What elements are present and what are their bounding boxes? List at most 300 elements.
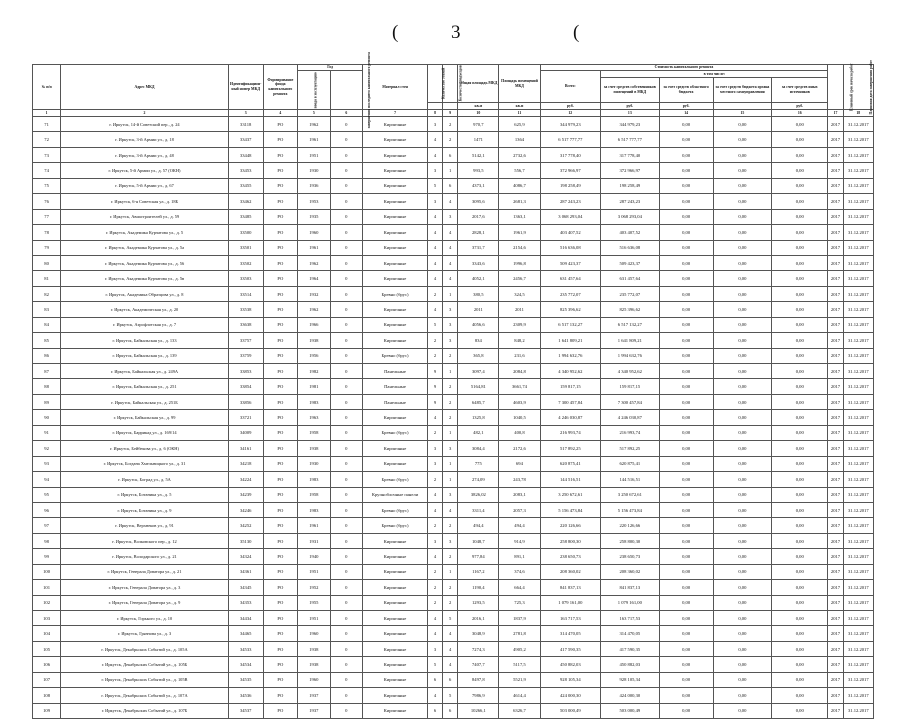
- table-cell: 6485,7: [458, 394, 499, 409]
- table-cell: 2154,6: [499, 240, 540, 255]
- table-cell: 0,00: [659, 178, 713, 193]
- table-cell: РО: [263, 225, 298, 240]
- table-cell: 4905,2: [499, 641, 540, 656]
- table-cell: 0,00: [713, 564, 771, 579]
- table-cell: г. Иркутск, Авиастроителей ул., д. 59: [61, 209, 229, 224]
- table-cell: 3048,9: [458, 626, 499, 641]
- table-cell: 1951: [298, 611, 330, 626]
- table-cell: 0,00: [659, 317, 713, 332]
- table-cell: 2017: [828, 549, 843, 564]
- table-cell: 2017: [828, 163, 843, 178]
- table-row: [33, 549, 874, 564]
- table-cell: 31.12.2017: [843, 178, 873, 193]
- table-cell: 841 837,13: [540, 580, 601, 595]
- table-cell: 95: [33, 487, 61, 502]
- table-cell: Кирпичные: [363, 580, 428, 595]
- table-cell: 6326,7: [499, 703, 540, 718]
- table-cell: 0,00: [713, 317, 771, 332]
- table-cell: 0,00: [772, 580, 828, 595]
- table-row: [33, 302, 874, 317]
- table-cell: 33503: [228, 271, 263, 286]
- table-cell: 102: [33, 595, 61, 610]
- table-cell: 0,00: [659, 487, 713, 502]
- table-cell: РО: [263, 549, 298, 564]
- table-cell: 620 875,41: [601, 456, 659, 471]
- unit-entrances: [443, 103, 458, 110]
- table-cell: 0: [330, 410, 362, 425]
- table-cell: 372 966,97: [540, 163, 601, 178]
- table-cell: 324,5: [499, 286, 540, 301]
- table-cell: 0,00: [713, 394, 771, 409]
- table-cell: 2017: [828, 240, 843, 255]
- table-cell: 1048,7: [458, 533, 499, 548]
- table-cell: 1961: [298, 132, 330, 147]
- column-number: 17: [828, 110, 843, 117]
- table-cell: 344 979,23: [540, 117, 601, 132]
- table-cell: 0,00: [713, 487, 771, 502]
- col-mkd-id: Идентификацион-ный номер МКД: [228, 65, 263, 110]
- table-cell: 1937: [298, 688, 330, 703]
- table-cell: 75: [33, 178, 61, 193]
- table-cell: РО: [263, 703, 298, 718]
- table-cell: 4: [427, 147, 442, 162]
- table-cell: 34161: [228, 441, 263, 456]
- table-cell: 0: [330, 518, 362, 533]
- table-cell: 31.12.2017: [843, 132, 873, 147]
- table-cell: г. Иркутск, Академика Образцова ул., д. 8: [61, 286, 229, 301]
- table-cell: 0,00: [713, 379, 771, 394]
- table-cell: 1: [443, 456, 458, 471]
- table-cell: Кирпичные: [363, 333, 428, 348]
- table-cell: 33502: [228, 255, 263, 270]
- table-cell: 970,7: [458, 117, 499, 132]
- table-cell: 31.12.2017: [843, 302, 873, 317]
- table-cell: Бревно (брус): [363, 472, 428, 487]
- table-row: [33, 502, 874, 517]
- table-cell: 10266,1: [458, 703, 499, 718]
- table-cell: 3 250 672,61: [601, 487, 659, 502]
- table-cell: 0,00: [713, 441, 771, 456]
- table-cell: 243,78: [499, 472, 540, 487]
- table-cell: 2: [443, 518, 458, 533]
- table-cell: 374,6: [499, 564, 540, 579]
- table-cell: 928 105,34: [601, 672, 659, 687]
- table-row: [33, 626, 874, 641]
- table-cell: 31.12.2017: [843, 379, 873, 394]
- table-cell: г. Иркутск, Богдана Хмельницкого ул., д. 31: [61, 456, 229, 471]
- table-cell: г. Иркутск, 3-й Армии ул., д. 18: [61, 132, 229, 147]
- table-cell: Кирпичные: [363, 255, 428, 270]
- table-cell: 31.12.2017: [843, 225, 873, 240]
- table-cell: 0,00: [659, 286, 713, 301]
- table-cell: 2017: [828, 626, 843, 641]
- table-row: [33, 425, 874, 440]
- table-cell: 85: [33, 333, 61, 348]
- table-cell: 2017: [828, 410, 843, 425]
- table-cell: 4: [427, 255, 442, 270]
- table-cell: 2: [427, 286, 442, 301]
- table-cell: 1960: [298, 225, 330, 240]
- table-cell: г. Иркутск, Байкальская ул., д. 99: [61, 410, 229, 425]
- table-cell: 31.12.2017: [843, 657, 873, 672]
- table-cell: 403 407,52: [601, 225, 659, 240]
- table-cell: 0,00: [659, 595, 713, 610]
- table-row: [33, 456, 874, 471]
- table-cell: 2309,9: [499, 317, 540, 332]
- col-address: Адрес МКД: [61, 65, 229, 110]
- table-cell: 0: [330, 271, 362, 286]
- table-cell: 0,00: [713, 641, 771, 656]
- table-cell: 0: [330, 333, 362, 348]
- table-cell: 34239: [228, 487, 263, 502]
- table-cell: 0,00: [659, 147, 713, 162]
- table-cell: 4 340 952,62: [540, 364, 601, 379]
- table-cell: РО: [263, 286, 298, 301]
- table-cell: 3097,4: [458, 364, 499, 379]
- table-cell: 0: [330, 487, 362, 502]
- table-row: [33, 364, 874, 379]
- table-cell: 2017: [828, 271, 843, 286]
- table-cell: 1961: [298, 518, 330, 533]
- table-cell: 235 772,07: [601, 286, 659, 301]
- table-cell: 33448: [228, 147, 263, 162]
- table-cell: 1: [443, 364, 458, 379]
- table-cell: 0,00: [659, 533, 713, 548]
- table-cell: 0,00: [713, 333, 771, 348]
- table-cell: 4: [443, 502, 458, 517]
- table-cell: 4: [443, 194, 458, 209]
- table-cell: 0,00: [772, 255, 828, 270]
- table-cell: 7 300 457,84: [540, 394, 601, 409]
- col-floors: Количество этажей: [427, 65, 442, 103]
- table-cell: 105: [33, 641, 61, 656]
- table-cell: 0,00: [772, 487, 828, 502]
- table-cell: 5: [427, 657, 442, 672]
- table-cell: г. Иркутск, 5-й Армии ул., д. 67: [61, 178, 229, 193]
- table-cell: 0: [330, 194, 362, 209]
- table-cell: 0,00: [713, 147, 771, 162]
- table-cell: Кирпичные: [363, 611, 428, 626]
- table-cell: 4: [427, 549, 442, 564]
- table-cell: РО: [263, 425, 298, 440]
- table-cell: 2017: [828, 688, 843, 703]
- table-cell: Кирпичные: [363, 163, 428, 178]
- col-other: за счет средств иных источников: [772, 78, 828, 103]
- table-cell: 509 423,37: [540, 255, 601, 270]
- table-cell: 4: [427, 225, 442, 240]
- table-cell: Кирпичные: [363, 456, 428, 471]
- table-cell: 3311,4: [458, 502, 499, 517]
- table-cell: 163 717,53: [540, 611, 601, 626]
- table-cell: 33853: [228, 364, 263, 379]
- table-cell: 33854: [228, 379, 263, 394]
- table-cell: 2: [443, 132, 458, 147]
- table-cell: РО: [263, 379, 298, 394]
- table-cell: 1964: [298, 271, 330, 286]
- table-cell: 31.12.2017: [843, 641, 873, 656]
- table-cell: 1958: [298, 425, 330, 440]
- table-cell: 258 800,30: [601, 533, 659, 548]
- table-cell: 2017: [828, 456, 843, 471]
- table-cell: 380,5: [458, 286, 499, 301]
- table-cell: 216 993,74: [601, 425, 659, 440]
- table-cell: РО: [263, 533, 298, 548]
- table-cell: 365,8: [458, 348, 499, 363]
- table-cell: 5 156 473,84: [601, 502, 659, 517]
- table-cell: 33500: [228, 225, 263, 240]
- table-cell: 4: [427, 626, 442, 641]
- table-cell: 87: [33, 364, 61, 379]
- table-cell: 1938: [298, 641, 330, 656]
- table-cell: 4: [427, 487, 442, 502]
- table-row: [33, 472, 874, 487]
- table-cell: 5: [443, 688, 458, 703]
- table-cell: РО: [263, 348, 298, 363]
- table-cell: 0: [330, 225, 362, 240]
- table-cell: 0: [330, 209, 362, 224]
- table-cell: 2017: [828, 441, 843, 456]
- table-cell: 1 994 632,76: [601, 348, 659, 363]
- table-cell: Кирпичные: [363, 595, 428, 610]
- table-cell: 450 882,03: [601, 657, 659, 672]
- table-cell: 0: [330, 117, 362, 132]
- table-cell: 0,00: [772, 132, 828, 147]
- page-number: [0, 22, 905, 48]
- table-cell: 1955: [298, 595, 330, 610]
- table-cell: 34345: [228, 580, 263, 595]
- table-cell: 5117,5: [499, 657, 540, 672]
- table-cell: Бревно (брус): [363, 425, 428, 440]
- table-cell: 34246: [228, 502, 263, 517]
- table-cell: 5142,1: [458, 147, 499, 162]
- table-cell: 31.12.2017: [843, 394, 873, 409]
- table-cell: Кирпичные: [363, 317, 428, 332]
- table-cell: 33638: [228, 317, 263, 332]
- table-cell: 3: [427, 641, 442, 656]
- table-cell: 33514: [228, 286, 263, 301]
- table-cell: 914,9: [499, 533, 540, 548]
- table-cell: 0: [330, 317, 362, 332]
- table-cell: 4: [443, 271, 458, 286]
- table-cell: г. Иркутск, Генерала Доватора ул., д. 9: [61, 595, 229, 610]
- column-number: 8: [427, 110, 442, 117]
- table-cell: 0,00: [659, 672, 713, 687]
- table-cell: 2: [443, 410, 458, 425]
- table-cell: 2017: [828, 333, 843, 348]
- table-row: [33, 657, 874, 672]
- table-cell: 2017: [828, 641, 843, 656]
- table-cell: 220 126,66: [540, 518, 601, 533]
- table-cell: 2017,6: [458, 209, 499, 224]
- table-cell: 993,5: [458, 163, 499, 178]
- table-cell: 0: [330, 502, 362, 517]
- table-cell: 0: [330, 595, 362, 610]
- table-cell: г. Иркутск, Байкальская ул., д. 251: [61, 379, 229, 394]
- table-cell: 31.12.2017: [843, 147, 873, 162]
- table-cell: 0,00: [772, 425, 828, 440]
- table-cell: 0,00: [772, 441, 828, 456]
- table-cell: 1837,9: [499, 611, 540, 626]
- table-cell: 0,00: [713, 240, 771, 255]
- table-cell: 2011: [499, 302, 540, 317]
- table-cell: РО: [263, 147, 298, 162]
- table-cell: 33538: [228, 302, 263, 317]
- table-cell: РО: [263, 672, 298, 687]
- table-cell: 0: [330, 255, 362, 270]
- table-cell: 3 068 293,04: [540, 209, 601, 224]
- table-row: [33, 117, 874, 132]
- table-row: [33, 441, 874, 456]
- table-cell: 494,4: [499, 518, 540, 533]
- table-cell: 2: [427, 595, 442, 610]
- table-cell: РО: [263, 564, 298, 579]
- table-cell: 33501: [228, 240, 263, 255]
- table-cell: 96: [33, 502, 61, 517]
- table-cell: 4 246 030,87: [540, 410, 601, 425]
- table-cell: г. Иркутск, Академика Курчатова ул., д. 5: [61, 225, 229, 240]
- table-cell: 34537: [228, 703, 263, 718]
- table-cell: 31.12.2017: [843, 580, 873, 595]
- table-cell: 34534: [228, 657, 263, 672]
- table-cell: 274,09: [458, 472, 499, 487]
- table-cell: 88: [33, 379, 61, 394]
- table-row: [33, 595, 874, 610]
- column-number: 12: [540, 110, 601, 117]
- table-cell: 81: [33, 271, 61, 286]
- table-cell: 0: [330, 657, 362, 672]
- table-cell: 0,00: [659, 456, 713, 471]
- table-cell: 0,00: [713, 271, 771, 286]
- col-start-year: Плановый срок начала работ: [828, 65, 843, 110]
- table-cell: РО: [263, 364, 298, 379]
- table-cell: 0,00: [772, 364, 828, 379]
- table-cell: 3: [443, 487, 458, 502]
- table-cell: 104: [33, 626, 61, 641]
- table-cell: 31.12.2017: [843, 564, 873, 579]
- table-cell: 33721: [228, 410, 263, 425]
- table-cell: 3095,6: [458, 194, 499, 209]
- table-cell: 0,00: [713, 178, 771, 193]
- table-cell: 314 470,05: [601, 626, 659, 641]
- unit-total-area: кв.м: [458, 103, 499, 110]
- table-cell: 7986,9: [458, 688, 499, 703]
- table-cell: 6: [443, 672, 458, 687]
- table-cell: 34434: [228, 611, 263, 626]
- table-cell: 0: [330, 364, 362, 379]
- table-cell: 6 517 132,27: [540, 317, 601, 332]
- table-cell: г. Иркутск, Декабрьских Событий ул., д. 107А: [61, 688, 229, 703]
- table-cell: 0: [330, 626, 362, 641]
- table-cell: 31.12.2017: [843, 595, 873, 610]
- table-cell: РО: [263, 487, 298, 502]
- table-cell: 834: [458, 333, 499, 348]
- table-cell: 2017: [828, 317, 843, 332]
- table-cell: 775: [458, 456, 499, 471]
- table-cell: Кирпичные: [363, 549, 428, 564]
- table-row: [33, 564, 874, 579]
- table-cell: г. Иркутск, Декабрьских Событий ул., д. 107Б: [61, 703, 229, 718]
- table-cell: 0: [330, 441, 362, 456]
- table-cell: Кирпичные: [363, 703, 428, 718]
- table-cell: г. Иркутск, Волковского пер., д. 12: [61, 533, 229, 548]
- unit-local: [713, 103, 771, 110]
- table-cell: г. Иркутск, Академика Курчатова ул., д. 5а: [61, 240, 229, 255]
- table-cell: 9: [427, 394, 442, 409]
- table-row: [33, 194, 874, 209]
- page-number-value: 3: [451, 22, 461, 43]
- column-number: 4: [263, 110, 298, 117]
- table-cell: г. Иркутск, 14-й Советский пер., д. 24: [61, 117, 229, 132]
- table-cell: РО: [263, 580, 298, 595]
- table-cell: 0: [330, 379, 362, 394]
- table-cell: 31.12.2017: [843, 487, 873, 502]
- table-cell: 4: [427, 688, 442, 703]
- table-cell: 2: [427, 472, 442, 487]
- table-cell: 0,00: [772, 641, 828, 656]
- table-cell: 6: [443, 178, 458, 193]
- table-cell: 1930: [298, 456, 330, 471]
- table-cell: 6: [443, 703, 458, 718]
- table-cell: г. Иркутск, Володарского ул., д. 21: [61, 549, 229, 564]
- table-cell: Кирпичные: [363, 117, 428, 132]
- table-cell: 0,00: [713, 580, 771, 595]
- table-cell: 4: [443, 626, 458, 641]
- table-cell: 4603,9: [499, 394, 540, 409]
- table-cell: Панельные: [363, 379, 428, 394]
- table-cell: 1: [443, 564, 458, 579]
- table-cell: Крупноблочные панели: [363, 487, 428, 502]
- table-cell: 4: [427, 271, 442, 286]
- table-cell: 0: [330, 549, 362, 564]
- table-cell: 71: [33, 117, 61, 132]
- table-cell: 1951: [298, 147, 330, 162]
- table-cell: 107: [33, 672, 61, 687]
- table-cell: Кирпичные: [363, 533, 428, 548]
- table-row: [33, 255, 874, 270]
- table-cell: 0,00: [772, 117, 828, 132]
- table-cell: 3: [443, 441, 458, 456]
- table-cell: Кирпичные: [363, 302, 428, 317]
- table-cell: 208 360,02: [601, 564, 659, 579]
- table-cell: 33759: [228, 348, 263, 363]
- table-row: [33, 379, 874, 394]
- table-cell: 1932: [298, 286, 330, 301]
- table-cell: 159 817,15: [601, 379, 659, 394]
- col-incl: в том числе:: [601, 71, 828, 78]
- table-cell: 0: [330, 533, 362, 548]
- table-cell: 78: [33, 225, 61, 240]
- table-cell: 2: [443, 394, 458, 409]
- table-cell: г. Иркутск, 3-й Армии ул., д. 48: [61, 147, 229, 162]
- table-cell: 0,00: [659, 209, 713, 224]
- table-cell: 1938: [298, 657, 330, 672]
- table-cell: РО: [263, 456, 298, 471]
- table-cell: 1936: [298, 178, 330, 193]
- unit-total: руб.: [540, 103, 601, 110]
- table-cell: 9: [427, 364, 442, 379]
- column-number: 13: [601, 110, 659, 117]
- table-cell: 0,00: [659, 580, 713, 595]
- table-cell: 0,00: [659, 117, 713, 132]
- table-cell: 31.12.2017: [843, 317, 873, 332]
- table-cell: Бревно (брус): [363, 518, 428, 533]
- table-cell: 0,00: [772, 672, 828, 687]
- table-cell: 516 636,08: [601, 240, 659, 255]
- table-cell: 2017: [828, 425, 843, 440]
- table-cell: 7407,7: [458, 657, 499, 672]
- table-cell: 1: [443, 163, 458, 178]
- table-cell: 2017: [828, 364, 843, 379]
